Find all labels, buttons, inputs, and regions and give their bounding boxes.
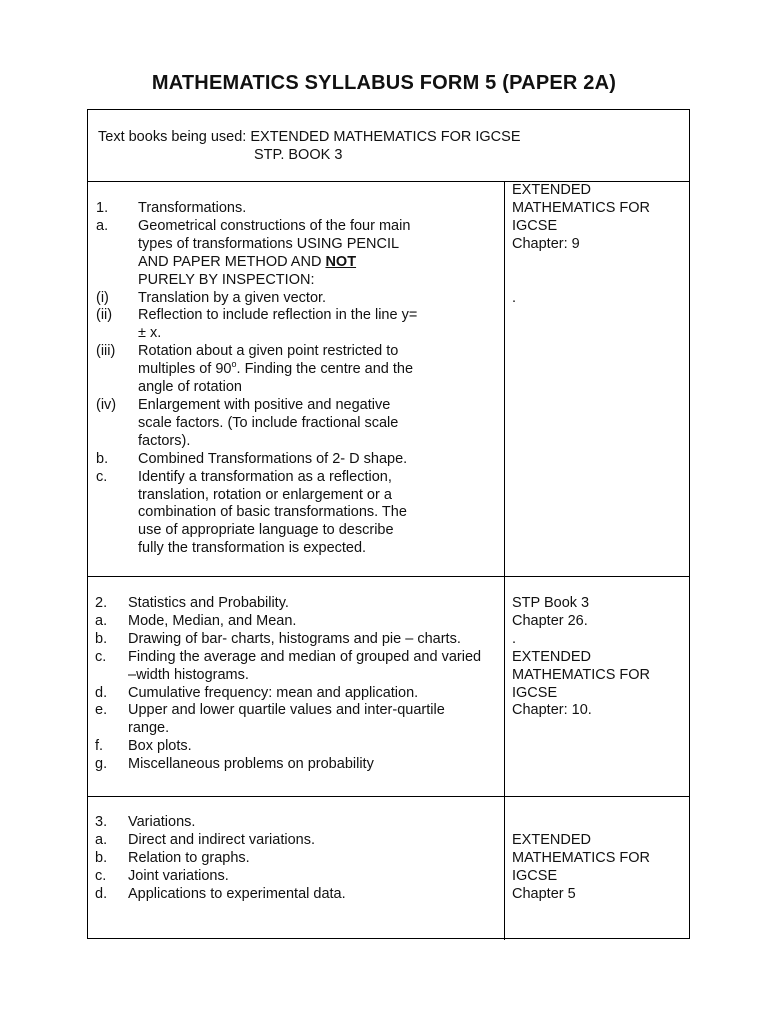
topic-line: b. Drawing of bar- charts, histograms and pie – charts. [95,630,461,647]
topic-line: a. Mode, Median, and Mean. [95,612,297,629]
reference-line: Chapter: 10. [512,702,592,719]
topic-line: angle of rotation [138,379,242,396]
topic-line: b. Relation to graphs. [95,849,250,866]
topic-line: fully the transformation is expected. [138,540,367,557]
topic-line: c. Identify a transformation as a reflection, [96,468,392,485]
topic-line: 1. Transformations. [96,200,247,216]
topic-line: (ii) Reflection to include reflection in the line y= [96,307,418,324]
topic-line: a. Direct and indirect variations. [95,831,315,848]
reference-line: IGCSE [512,684,558,701]
topic-line: PURELY BY INSPECTION: [138,271,315,288]
topic-line: 2. Statistics and Probability. [95,595,289,611]
reference-line: Chapter: 9 [512,235,580,252]
topic-line: d. Cumulative frequency: mean and application. [95,684,419,701]
topic-line: –width histograms. [128,666,249,683]
emphasis-not: NOT [325,253,357,270]
topic-line: c. Finding the average and median of grouped and varied [95,648,482,665]
topic-line: (iii) Rotation about a given point restricted to [96,343,399,360]
reference-line: Chapter 5 [512,885,576,902]
topic-line: e. Upper and lower quartile values and inter-quartile [95,702,445,719]
degree-symbol: o [231,359,237,370]
row-divider [88,576,689,577]
topic-line: (iv) Enlargement with positive and negative [96,396,391,413]
topic-line: multiples of 90$^o$. Finding the centre and the [138,359,414,378]
topic-line: use of appropriate language to describe [138,522,394,539]
reference-line: IGCSE [512,217,558,234]
textbooks-line-1: Text books being used: EXTENDED MATHEMATICS FOR IGCSE [98,129,521,145]
topic-line: c. Joint variations. [95,867,229,884]
textbooks-note [98,128,521,164]
textbooks-line-2: STP. BOOK 3 [254,147,343,163]
section-1-reference [512,182,650,254]
topic-line: f. Box plots. [95,738,192,755]
reference-line: IGCSE [512,867,558,884]
section-1-reference-dot: . [512,290,517,306]
topic-line: g. Miscellaneous problems on probability [95,756,374,773]
topic-line: translation, rotation or enlargement or a [138,486,392,503]
syllabus-table [87,109,690,939]
topic-line: b. Combined Transformations of 2- D shape. [96,450,408,467]
topic-line: ± x. [138,325,162,342]
topic-line: combination of basic transformations. The [138,504,407,521]
section-3-topics [95,814,505,904]
topic-line: scale factors. (To include fractional scale [138,414,399,431]
reference-line: MATHEMATICS FOR [512,849,651,866]
reference-line: EXTENDED [512,648,591,665]
row-divider [88,796,689,797]
topic-line: factors). [138,432,191,449]
reference-line: . [512,630,517,647]
topic-line: AND PAPER METHOD AND NOT [138,253,357,270]
page-title: MATHEMATICS SYLLABUS FORM 5 (PAPER 2A) [151,72,617,94]
topic-line: a. Geometrical constructions of the four main [96,217,411,234]
topic-line: types of transformations USING PENCIL [138,235,400,252]
reference-line: STP Book 3 [512,595,590,611]
section-2-reference [512,595,650,720]
topic-line: 3. Variations. [95,814,196,830]
section-2-topics [95,595,505,774]
reference-line: EXTENDED [512,182,591,198]
topic-line: d. Applications to experimental data. [95,885,346,902]
topic-line: range. [128,720,170,737]
topic-line: (i) Translation by a given vector. [96,289,327,306]
section-3-reference [512,832,650,904]
reference-line: EXTENDED [512,832,591,848]
reference-line: MATHEMATICS FOR [512,199,651,216]
reference-line: MATHEMATICS FOR [512,666,651,683]
reference-line: Chapter 26. [512,612,588,629]
section-1-topics [96,200,501,558]
